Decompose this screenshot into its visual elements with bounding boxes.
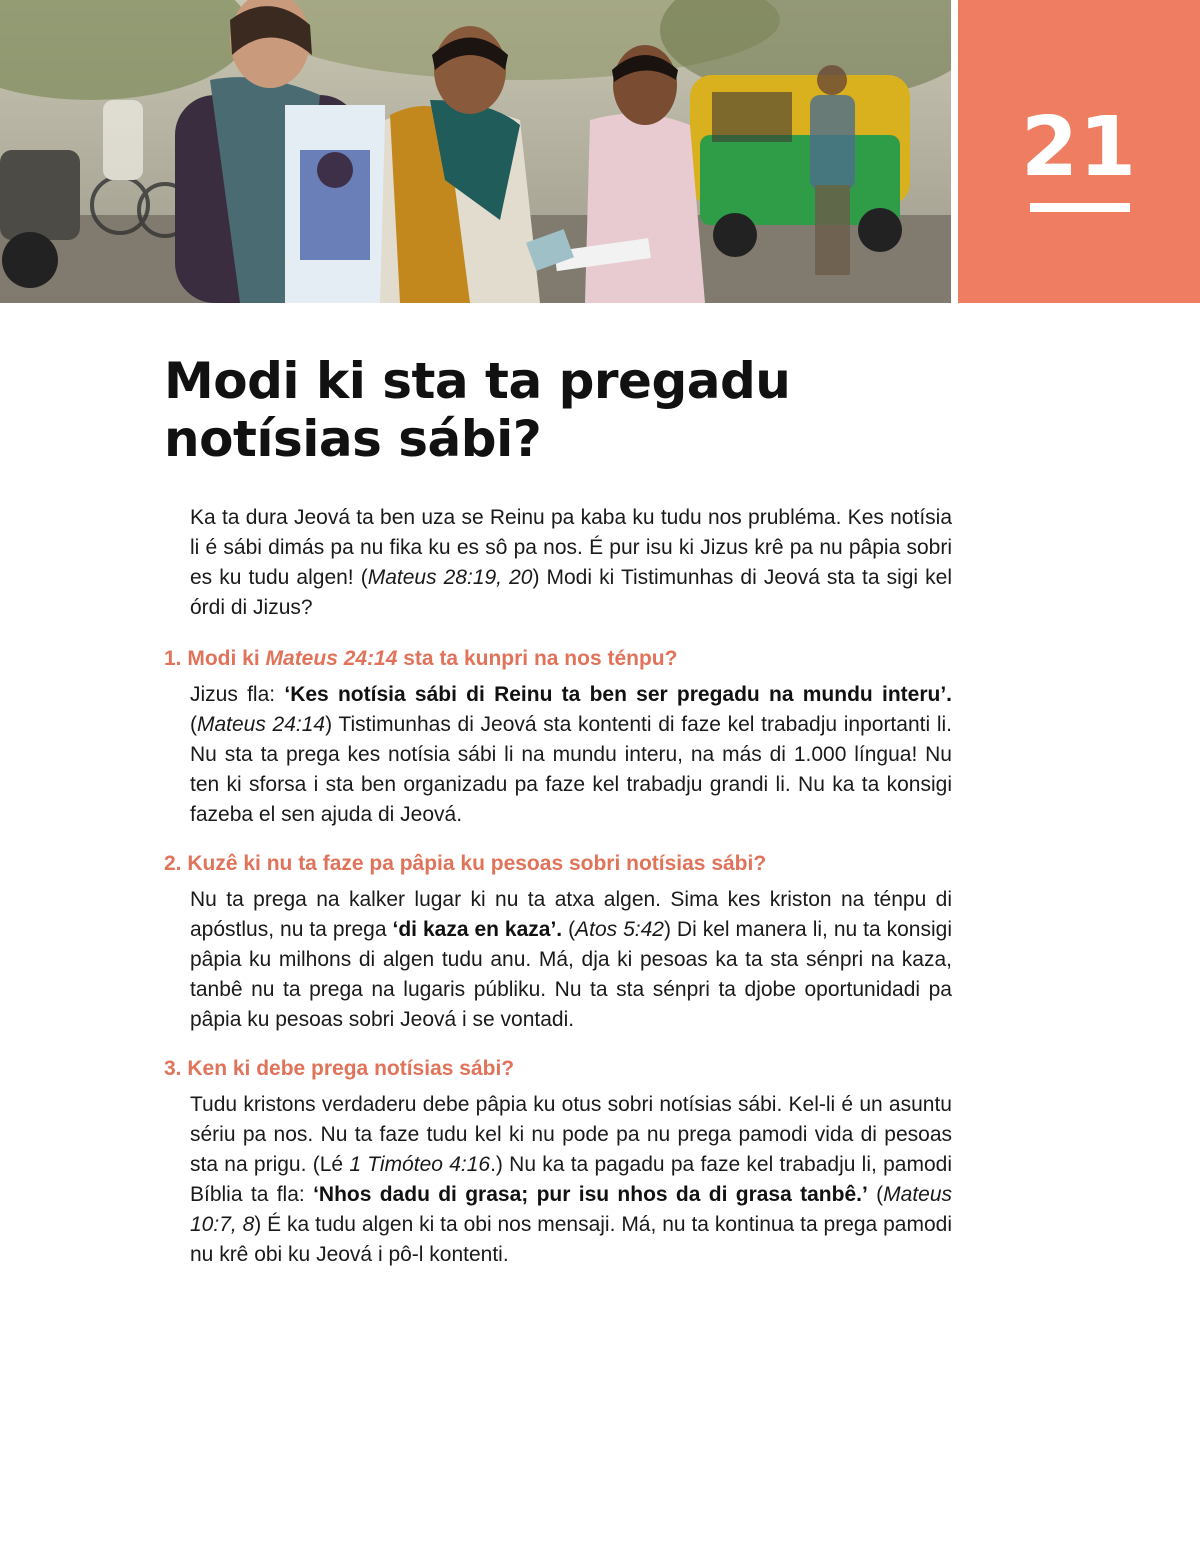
question-text-part: Modi ki (181, 647, 266, 670)
scripture-ref: 1 Timóteo 4:16 (349, 1153, 491, 1176)
question-heading-3: 3. Ken ki debe prega notísias sábi? (164, 1057, 515, 1080)
answer-text: ( (867, 1183, 884, 1206)
answer-text: ( (562, 918, 576, 941)
street-ministry-photo (0, 0, 951, 303)
scripture-ref: Mateus 10:7, 8 (190, 1183, 953, 1236)
intro-text-2: ) Modi ki Tistimunhas di Jeová sta ta sigi kel órdi di Jizus? (190, 566, 953, 619)
intro-text-1: Ka ta dura Jeová ta ben uza se Reinu pa kaba ku tudu nos prubléma. Kes notísia li é sábi dimás pa nu fika ku es sô pa nos. É pur isu ki Jizus krê pa nu pâpia sobri es ku tudu algen! ( (190, 506, 952, 589)
scripture-ref: Mateus 24:14 (197, 713, 326, 736)
question-text-part: sta ta kunpri na nos ténpu? (397, 647, 678, 670)
quoted-scripture: ‘di kaza en kaza’. (392, 918, 563, 941)
intro-scripture-ref: Mateus 28:19, 20 (367, 566, 533, 589)
intro-paragraph (190, 503, 952, 623)
chapter-number: 21 (1020, 100, 1138, 195)
chapter-number-box (958, 0, 1200, 303)
answer-text: ( (190, 713, 197, 736)
answer-text: .) Nu ka ta pagadu pa faze kel trabadju li, pamodi Bíblia ta fla: (190, 1153, 952, 1206)
question-section-2 (164, 849, 952, 1035)
quoted-scripture: ‘Kes notísia sábi di Reinu ta ben ser pregadu na mundu interu’. (284, 683, 952, 706)
page-title (164, 352, 924, 468)
answer-paragraph-2 (190, 885, 952, 1035)
question-number: 1. (164, 647, 182, 670)
question-heading-1 (164, 644, 952, 674)
quoted-scripture: ‘Nhos dadu di grasa; pur isu nhos da di grasa tanbê.’ (313, 1183, 868, 1206)
scripture-ref: Atos 5:42 (575, 918, 664, 941)
answer-text: Tudu kristons verdaderu debe pâpia ku otus sobri notísias sábi. Kel-li é un asuntu sériu pa nos. Nu ta faze tudu kel ki nu pode pa nu prega pamodi vida di pesoas sta na prigu. (Lé (190, 1093, 952, 1176)
answer-text: ) Tistimunhas di Jeová sta kontenti di faze kel trabadju inportanti li. Nu sta ta prega kes notísia sábi li na mundu interu, na más di 1.000 língua! Nu ten ki sforsa i sta ben organizadu pa faze kel trabadju grandi li. Nu ka ta konsigi fazeba el sen ajuda di Jeová. (190, 713, 952, 826)
lesson-content (164, 503, 952, 1289)
answer-text: ) Di kel manera li, nu ta konsigi pâpia ku milhons di algen tudu anu. Má, dja ki pesoas ka ta sta sénpri na kaza, tanbê nu ta prega na lugaris públiku. Nu ta sta sénpri ta djobe oportunidadi pa pâpia ku pesoas sobri Jeová i se vontadi. (190, 918, 952, 1031)
answer-text: Nu ta prega na kalker lugar ki nu ta atxa algen. Sima kes kriston na ténpu di apóstlus, nu ta prega (190, 888, 952, 941)
question-section-3 (164, 1054, 952, 1270)
question-section-1 (164, 644, 952, 830)
chapter-underline (1030, 203, 1130, 212)
question-heading-2: 2. Kuzê ki nu ta faze pa pâpia ku pesoas sobri notísias sábi? (164, 852, 767, 875)
answer-text: ) É ka tudu algen ki ta obi nos mensaji. Má, nu ta kontinua ta prega pamodi nu krê obi ku Jeová i pô-l kontenti. (190, 1213, 952, 1266)
page-title-line-2: notísias sábi? (164, 410, 542, 468)
page-title-line-1: Modi ki sta ta pregadu (164, 352, 791, 410)
answer-paragraph-3 (190, 1090, 952, 1270)
answer-text: Jizus fla: (190, 683, 285, 706)
question-scripture-ref: Mateus 24:14 (265, 647, 398, 670)
answer-paragraph-1 (190, 680, 952, 830)
